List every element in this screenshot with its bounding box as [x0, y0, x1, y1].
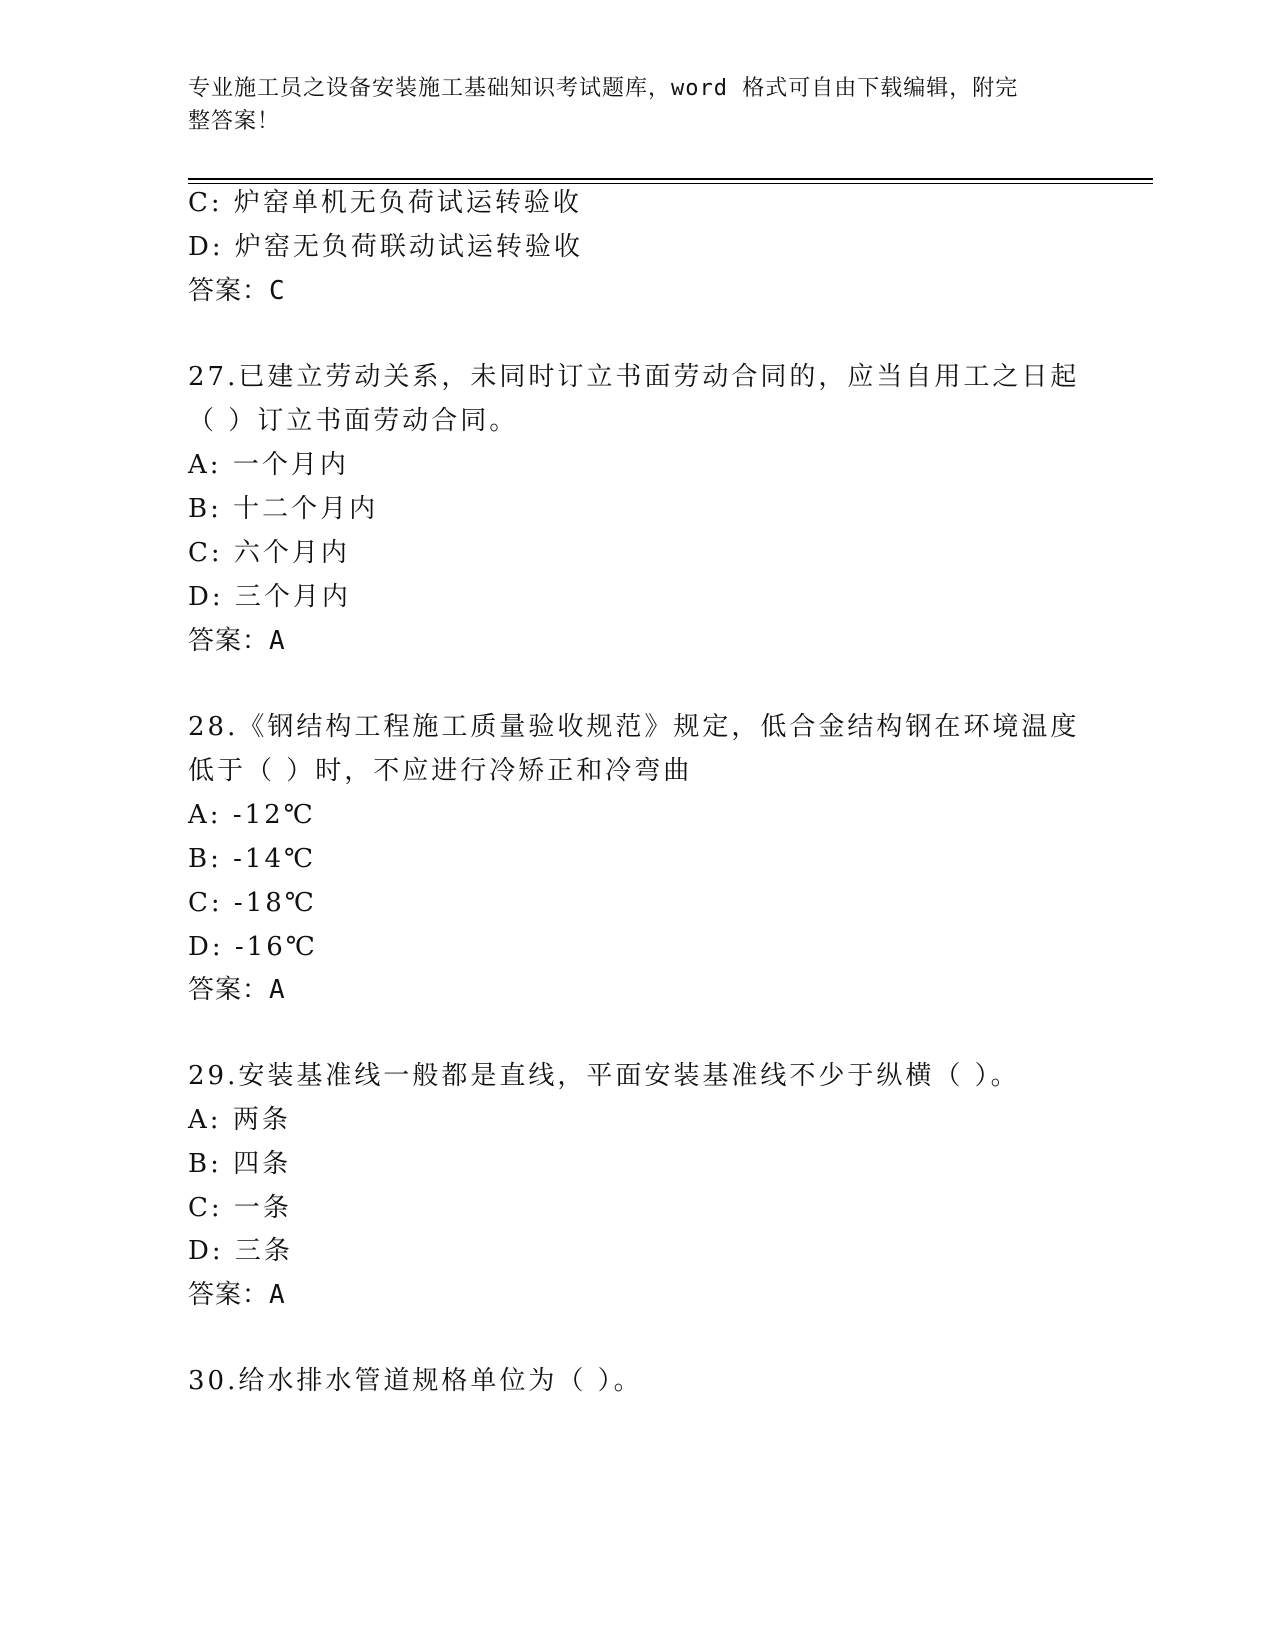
- question-stem-continued: （ ）订立书面劳动合同。: [188, 406, 519, 436]
- option-d: D: -16℃: [188, 932, 318, 962]
- option-d: D: 三个月内: [188, 582, 351, 612]
- answer: 答案：A: [188, 975, 286, 1005]
- document-header: [188, 72, 1068, 138]
- question-stem: 30.给水排水管道规格单位为（ ）。: [188, 1366, 643, 1396]
- header-divider-thick: [188, 178, 1153, 180]
- option-a: A: 两条: [188, 1105, 291, 1135]
- option-c: C: 炉窑单机无负荷试运转验收: [188, 188, 582, 218]
- answer: 答案：A: [188, 1280, 286, 1310]
- answer: 答案：A: [188, 626, 286, 656]
- option-c: C: -18℃: [188, 888, 317, 918]
- header-divider-thin: [188, 183, 1153, 184]
- option-d: D: 三条: [188, 1236, 293, 1266]
- option-a: A: 一个月内: [188, 450, 349, 480]
- option-c: C: 六个月内: [188, 538, 350, 568]
- question-stem-continued: 低于（ ）时，不应进行冷矫正和冷弯曲: [188, 756, 693, 786]
- option-c: C: 一条: [188, 1193, 292, 1223]
- option-d: D: 炉窑无负荷联动试运转验收: [188, 232, 583, 262]
- option-b: B: 四条: [188, 1149, 292, 1179]
- option-b: B: 十二个月内: [188, 494, 379, 524]
- answer: 答案：C: [188, 276, 286, 306]
- question-stem: 29.安装基准线一般都是直线，平面安装基准线不少于纵横（ ）。: [188, 1061, 1020, 1091]
- question-stem: 27.已建立劳动关系，未同时订立书面劳动合同的，应当自用工之日起: [188, 362, 1080, 392]
- header-line-1: 专业施工员之设备安装施工基础知识考试题库，word 格式可自由下载编辑，附完: [188, 76, 1019, 101]
- option-a: A: -12℃: [188, 800, 316, 830]
- option-b: B: -14℃: [188, 844, 317, 874]
- question-stem: 28.《钢结构工程施工质量验收规范》规定，低合金结构钢在环境温度: [188, 712, 1080, 742]
- header-line-2: 整答案！: [188, 109, 281, 134]
